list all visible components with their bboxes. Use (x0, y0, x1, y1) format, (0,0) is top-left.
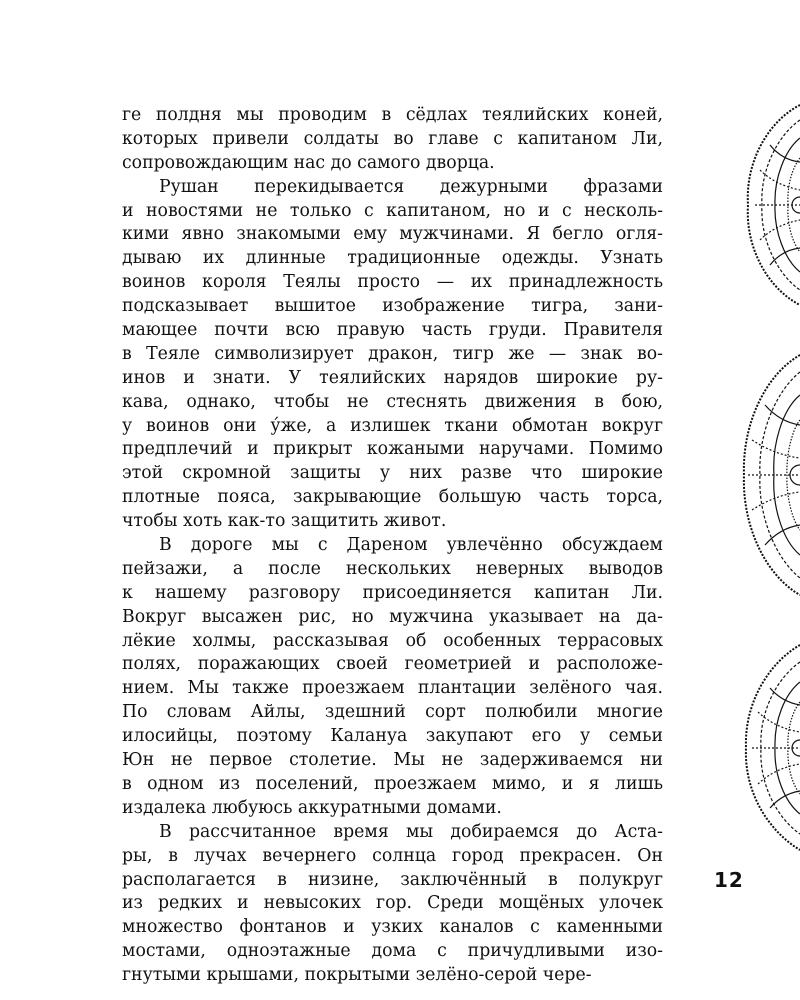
paragraph (122, 821, 663, 988)
paragraph (122, 176, 663, 534)
text-line: плотные пояса, закрывающие большую часть торса, (122, 487, 663, 508)
text-line: которых привели солдаты во главе с капитаном Ли, (122, 128, 663, 149)
text-line: в одном из поселений, проезжаем мимо, и я лишь (122, 773, 663, 794)
text-line: илосийцы, поэтому Калануа закупают его у семьи (122, 726, 663, 747)
text-line: издалека любуюсь аккуратными домами. (122, 797, 502, 818)
text-line: По словам Айлы, здешний сорт полюбили многие (122, 702, 663, 723)
paragraph (122, 534, 663, 821)
text-line: воинов короля Теялы просто — их принадлежность (122, 272, 663, 293)
text-line: располагается в низине, заключённый в полукруг (122, 869, 663, 890)
mandala-ornament-top (730, 100, 800, 310)
text-line: нием. Мы также проезжаем плантации зелёного чая. (122, 678, 663, 699)
text-line: мающее почти всю правую часть груди. Правителя (122, 320, 663, 341)
text-line: из редких и невысоких гор. Среди мощёных улочек (122, 893, 663, 914)
page-number: 12 (714, 868, 744, 892)
mandala-ornament-bottom (730, 640, 800, 855)
text-line: к нашему разговору присоединяется капитан Ли. (122, 582, 663, 603)
text-line: Юн не первое столетие. Мы не задерживаемся ни (122, 750, 663, 771)
text-line: кими явно знакомыми ему мужчинами. Я бегло огля- (122, 224, 663, 245)
text-line: подсказывает вышитое изображение тигра, зани- (122, 296, 663, 317)
text-line: гнутыми крышами, покрытыми зелёно-серой чере- (122, 965, 592, 986)
text-line: В дороге мы с Дареном увлечённо обсуждаем (159, 535, 663, 556)
text-line: чтобы хоть как-то защитить живот. (122, 511, 447, 532)
text-line: инов и знати. У теялийских нарядов широкие ру- (122, 367, 663, 388)
text-line: В рассчитанное время мы добираемся до Аста- (159, 821, 663, 842)
text-line: полях, поражающих своей геометрией и расположе- (122, 654, 663, 675)
text-line: кава, однако, чтобы не стеснять движения в бою, (122, 391, 663, 412)
text-line: ге полдня мы проводим в сёдлах теялийских коней, (122, 105, 663, 125)
text-line: в Теяле символизирует дракон, тигр же — знак во- (122, 343, 663, 364)
text-line: Вокруг высажен рис, но мужчина указывает на да- (122, 606, 663, 627)
paragraph (122, 104, 663, 176)
text-line: сопровождающим нас до самого дворца. (122, 152, 495, 173)
text-line: мостами, одноэтажные дома с причудливыми изо- (122, 941, 663, 962)
text-line: пейзажи, а после нескольких неверных выводов (122, 558, 663, 579)
text-line: и новостями не только с капитаном, но и с несколь- (122, 200, 663, 221)
text-line: лёкие холмы, рассказывая об особенных террасовых (122, 630, 663, 651)
text-line: Рушан перекидывается дежурными фразами (159, 176, 663, 197)
body-text (122, 104, 663, 988)
text-line: множество фонтанов и узких каналов с каменными (122, 917, 663, 938)
text-line: дываю их длинные традиционные одежды. Узнать (122, 248, 663, 269)
text-line: ры, в лучах вечернего солнца город прекрасен. Он (122, 845, 663, 866)
mandala-ornament-middle (730, 350, 800, 600)
text-line: этой скромной защиты у них разве что широкие (122, 463, 663, 484)
text-line: предплечий и прикрыт кожаными наручами. Помимо (122, 439, 663, 460)
text-line: у воинов они у́же, а излишек ткани обмотан вокруг (122, 415, 663, 436)
